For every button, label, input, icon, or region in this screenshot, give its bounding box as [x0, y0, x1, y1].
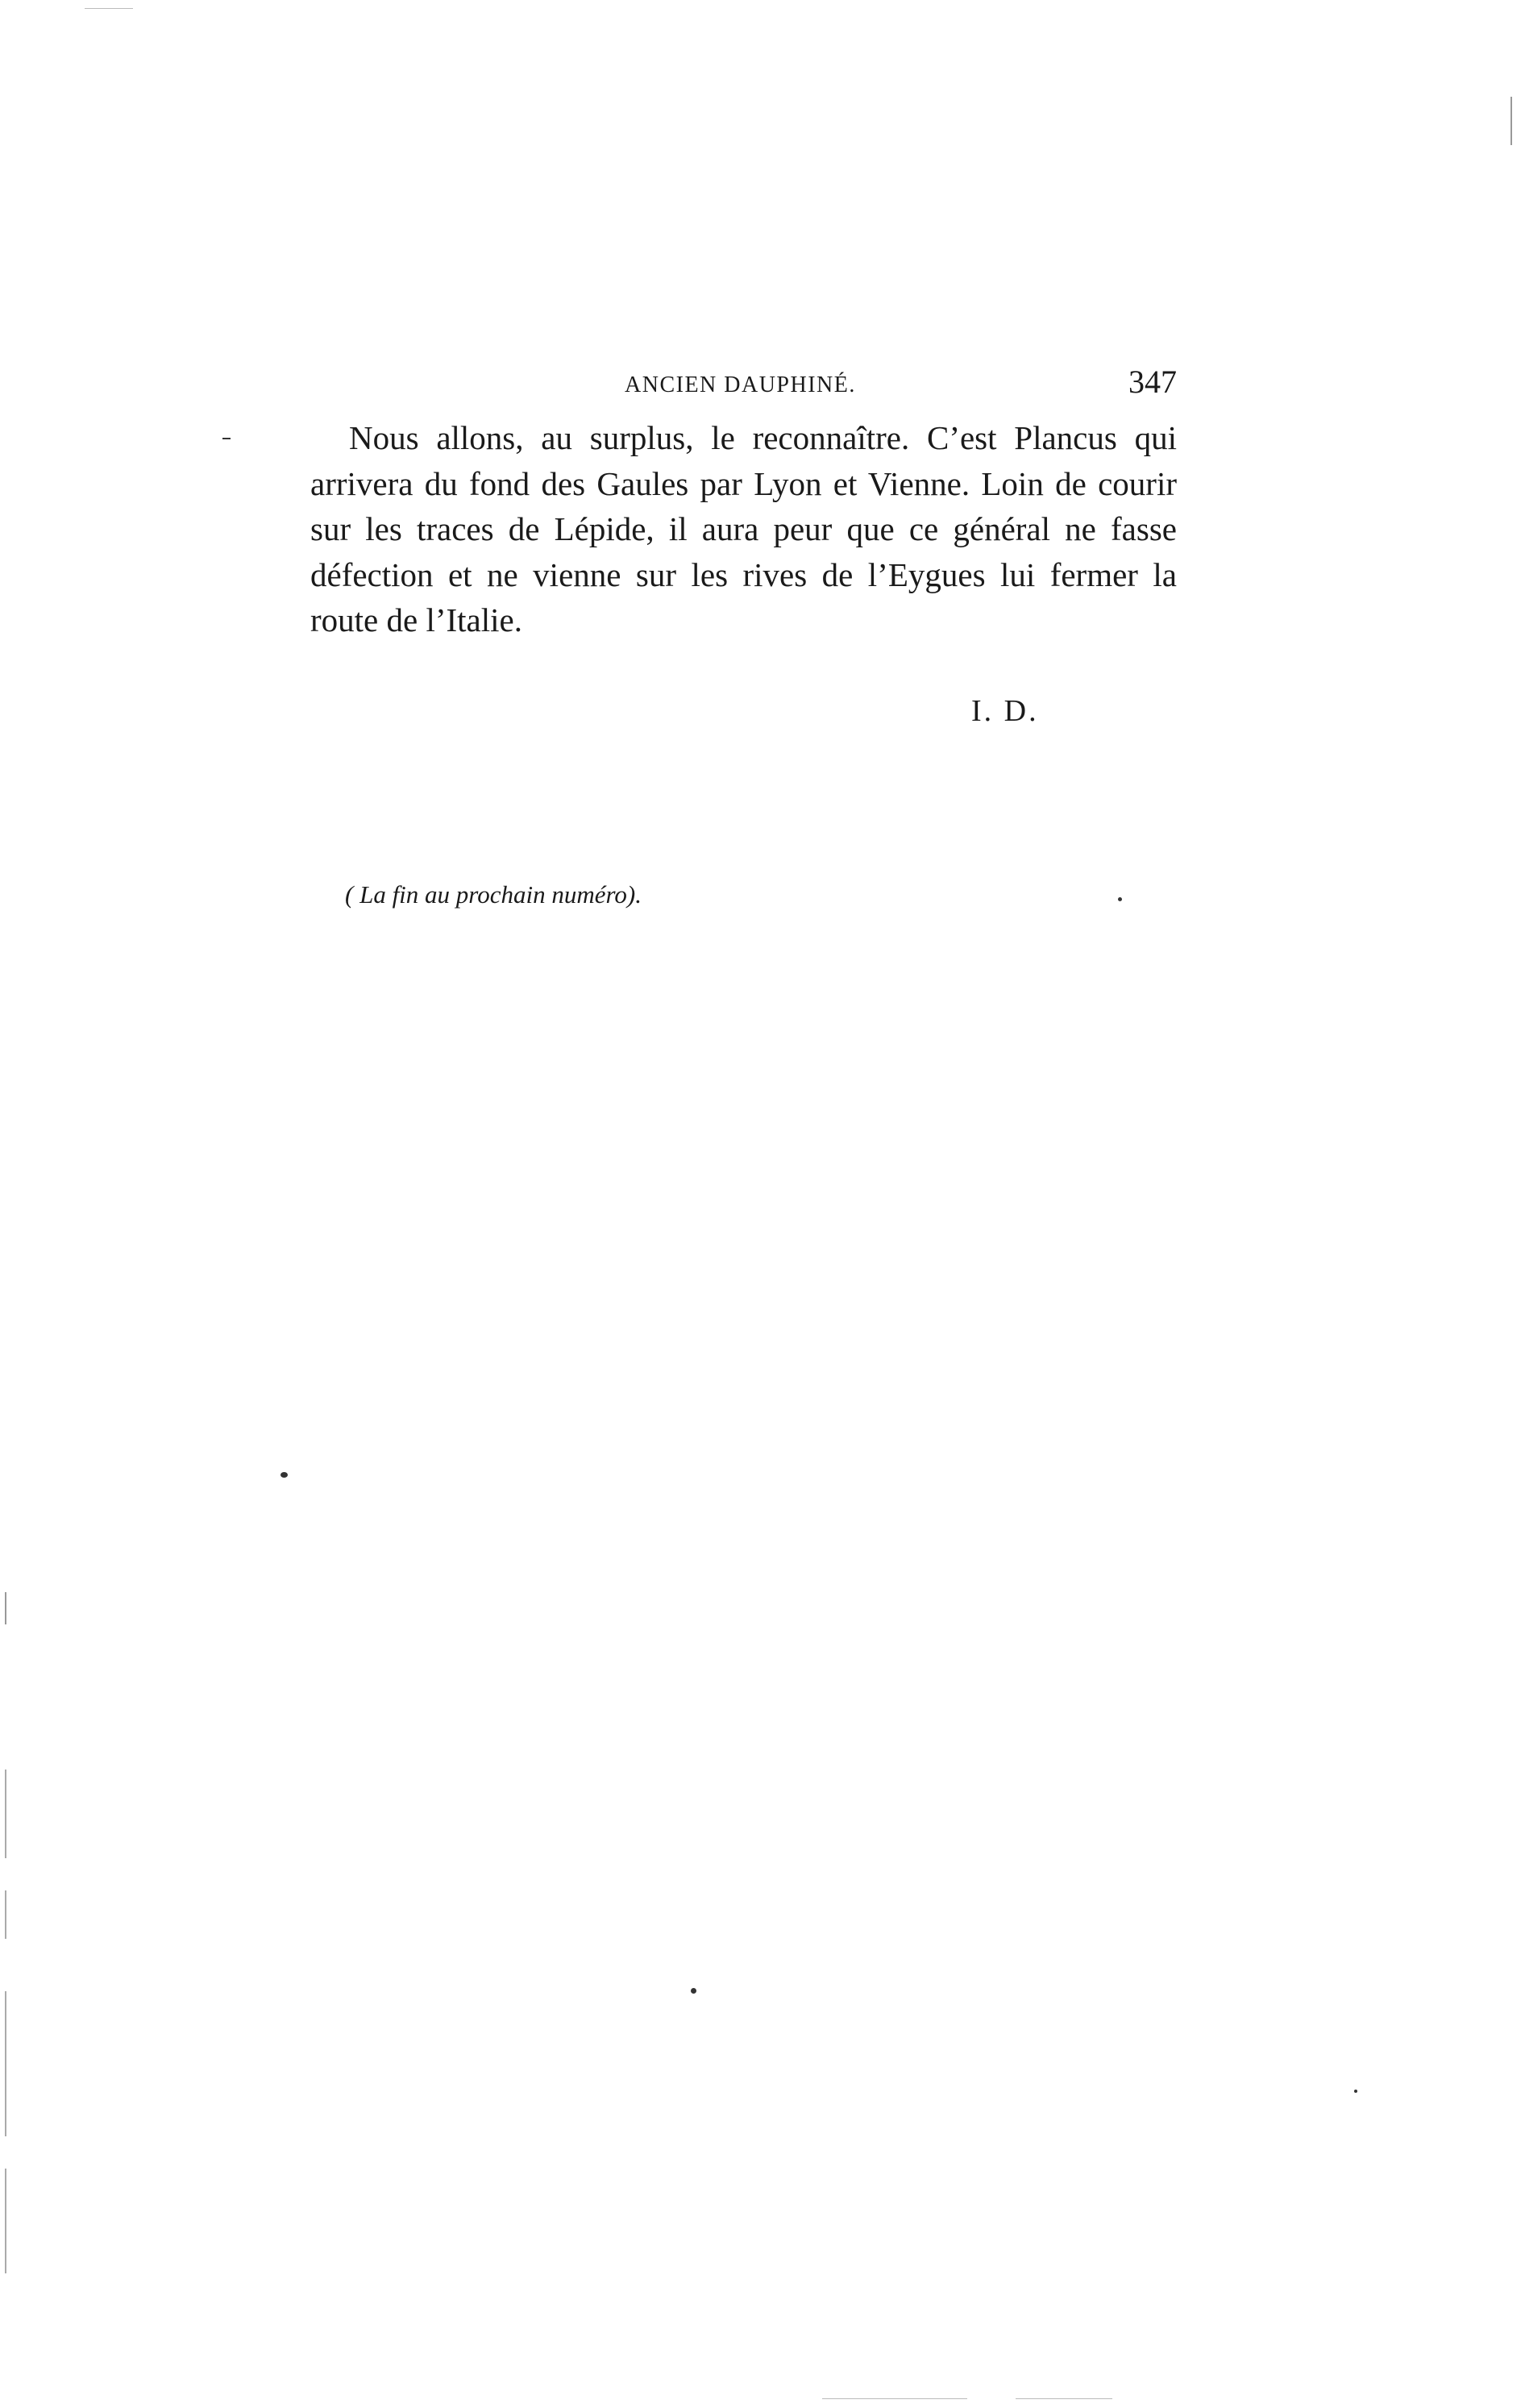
- scan-speck: [1510, 97, 1512, 145]
- running-title: ANCIEN DAUPHINÉ.: [625, 372, 856, 397]
- scan-speck: [1118, 897, 1122, 901]
- scan-speck: [5, 1770, 6, 1858]
- body-text: [310, 415, 1177, 643]
- scan-speck: [691, 1988, 696, 1994]
- scan-speck: [5, 1991, 6, 2136]
- scan-speck: [5, 1592, 6, 1624]
- scan-speck: [822, 2398, 967, 2399]
- body-paragraph: Nous allons, au surplus, le reconnaître. C’est Plancus qui arrivera du fond des Gaules par Lyon et Vienne. Loin de courir sur les traces de Lépide, il aura peur que ce général ne fasse défection et ne vienne sur les rives de l’Eygues lui fermer la route de l’Italie.: [310, 419, 1177, 638]
- author-signature: I. D.: [971, 694, 1039, 728]
- continuation-note: ( La fin au prochain numéro).: [345, 880, 642, 909]
- scan-speck: [280, 1472, 288, 1478]
- scan-speck: [1354, 2090, 1357, 2093]
- scan-speck: [85, 8, 133, 9]
- scan-speck: [5, 2169, 6, 2273]
- page-number: 347: [1128, 364, 1177, 400]
- running-head: [310, 353, 1177, 400]
- scan-speck: [222, 438, 231, 439]
- scan-speck: [5, 1890, 6, 1939]
- scan-speck: [1016, 2398, 1112, 2399]
